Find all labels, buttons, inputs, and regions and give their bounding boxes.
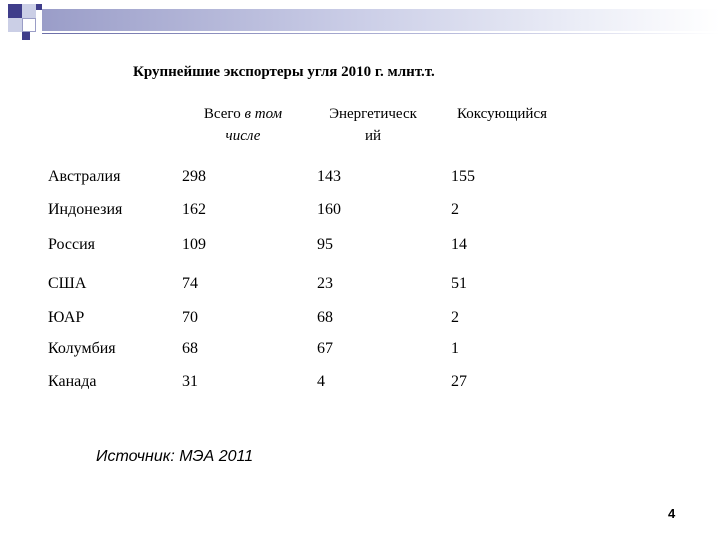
cell-energy: 143 — [317, 168, 341, 185]
table-row — [0, 272, 720, 296]
header-divider-line — [42, 33, 720, 34]
cell-country: ЮАР — [48, 309, 85, 326]
cell-energy: 23 — [317, 275, 333, 292]
decor-square-light-1 — [22, 4, 36, 18]
cell-coking: 2 — [451, 201, 459, 218]
cell-country: Колумбия — [48, 340, 116, 357]
cell-total: 31 — [182, 373, 198, 390]
page-number: 4 — [668, 506, 676, 521]
cell-coking: 2 — [451, 309, 459, 326]
header-total-line2: числе — [225, 128, 261, 144]
cell-total: 68 — [182, 340, 198, 357]
cell-country: Индонезия — [48, 201, 123, 218]
header-energy-line2: ий — [364, 128, 382, 144]
slide-title: Крупнейшие экспортеры угля 2010 г. млнт.т. — [133, 64, 435, 80]
table-row — [0, 165, 720, 189]
header-total-line1: Всего в том — [203, 106, 283, 122]
cell-energy: 160 — [317, 201, 341, 218]
cell-total: 74 — [182, 275, 198, 292]
cell-coking: 14 — [451, 236, 467, 253]
source-note: Источник: МЭА 2011 — [96, 448, 254, 465]
cell-total: 70 — [182, 309, 198, 326]
cell-energy: 68 — [317, 309, 333, 326]
cell-energy: 67 — [317, 340, 333, 357]
header-energy-line1: Энергетическ — [329, 106, 417, 122]
cell-country: Канада — [48, 373, 97, 390]
table-row — [0, 337, 720, 361]
cell-energy: 95 — [317, 236, 333, 253]
decor-square-navy-3 — [22, 32, 30, 40]
header-total — [188, 103, 298, 147]
cell-total: 109 — [182, 236, 206, 253]
decor-square-navy-1 — [8, 4, 22, 18]
cell-total: 162 — [182, 201, 206, 218]
cell-energy: 4 — [317, 373, 325, 390]
table-row — [0, 198, 720, 222]
table-row — [0, 370, 720, 394]
cell-coking: 27 — [451, 373, 467, 390]
table-row — [0, 233, 720, 257]
cell-total: 298 — [182, 168, 206, 185]
decor-square-outline — [22, 18, 36, 32]
cell-country: Австралия — [48, 168, 121, 185]
header-coking: Коксующийся — [457, 106, 547, 122]
header-energy — [314, 103, 432, 147]
cell-country: Россия — [48, 236, 96, 253]
table-row — [0, 306, 720, 330]
cell-country: США — [48, 275, 87, 292]
decor-square-light-2 — [8, 18, 22, 32]
cell-coking: 155 — [451, 168, 475, 185]
cell-coking: 1 — [451, 340, 459, 357]
header-banner-bar — [42, 9, 720, 31]
cell-coking: 51 — [451, 275, 467, 292]
